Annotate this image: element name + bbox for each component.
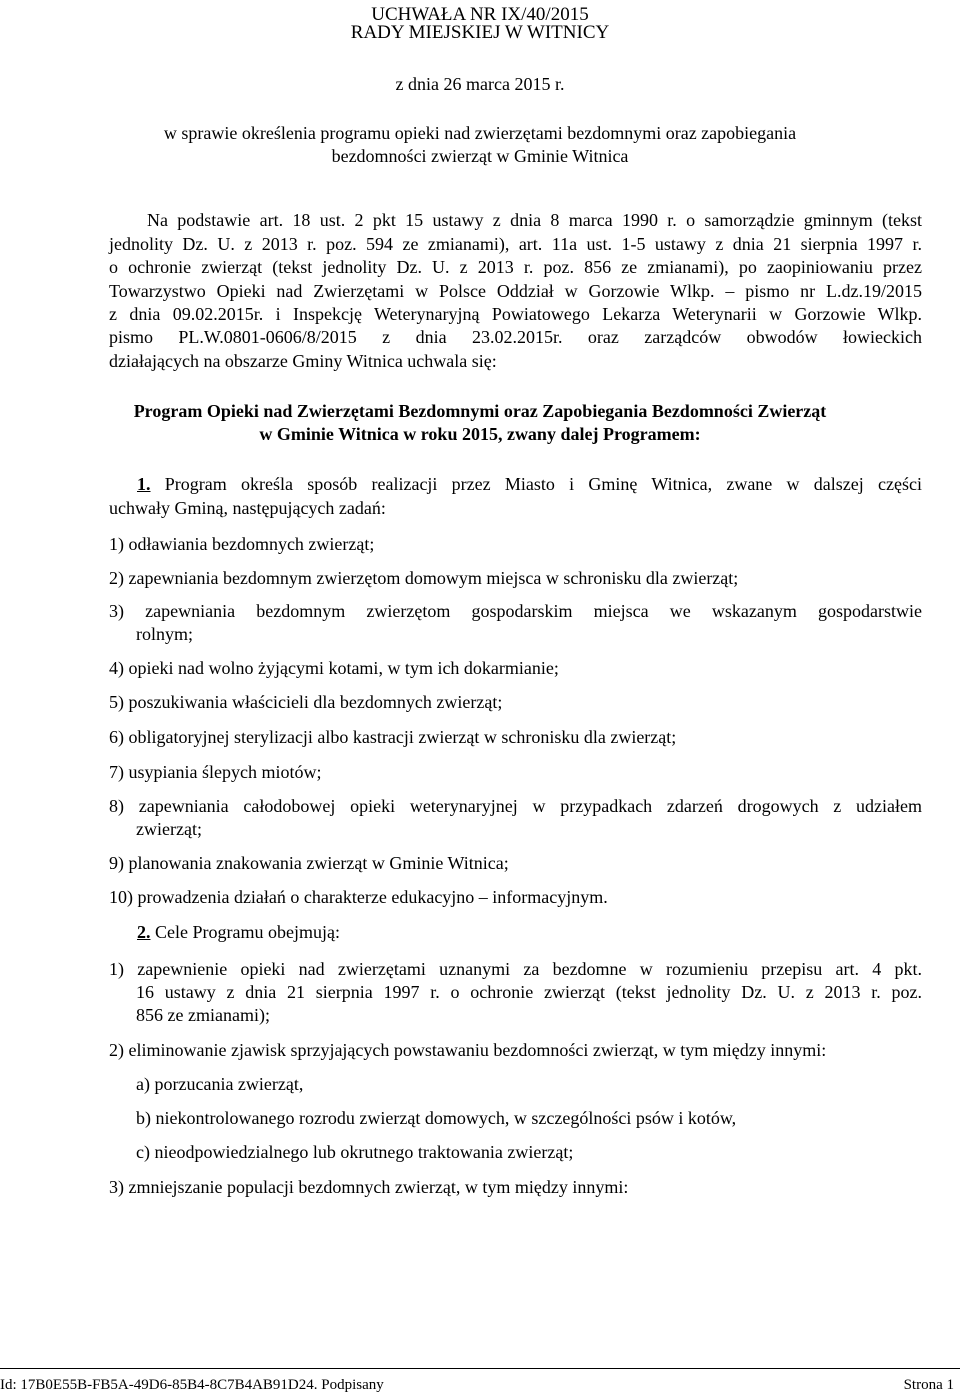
section-2-intro: 2. Cele Programu obejmują: xyxy=(137,922,340,942)
task-item-cont: rolnym; xyxy=(136,624,193,644)
subject-line-2: bezdomności zwierząt w Gminie Witnica xyxy=(331,146,629,166)
goal-item: 3) zmniejszanie populacji bezdomnych zwierząt, w tym między innymi: xyxy=(109,1177,629,1197)
preamble-line: pismo PL.W.0801-0606/8/2015 z dnia 23.02.2015r. oraz zarządców obwodów łowieckich xyxy=(109,327,922,347)
task-item-cont: zwierząt; xyxy=(136,819,202,839)
task-item: 6) obligatoryjnej sterylizacji albo kastracji zwierząt w schronisku dla zwierząt; xyxy=(109,727,677,747)
program-title-line-2: w Gminie Witnica w roku 2015, zwany dalej Programem: xyxy=(259,424,701,444)
document-id: Id: 17B0E55B-FB5A-49D6-85B4-8C7B4AB91D24. Podpisany xyxy=(0,1377,384,1393)
preamble-line: o ochronie zwierząt (tekst jednolity Dz. U. z 2013 r. poz. 856 ze zmianami), po zaopiniowaniu przez xyxy=(109,257,922,277)
section-1-intro-cont: uchwały Gminą, następujących zadań: xyxy=(109,498,386,518)
preamble-line: jednolity Dz. U. z 2013 r. poz. 594 ze zmianami), art. 11a ust. 1-5 ustawy z dnia 21 sierpnia 1997 r. xyxy=(109,234,922,254)
subject-line-1: w sprawie określenia programu opieki nad zwierzętami bezdomnymi oraz zapobiegania xyxy=(163,123,797,143)
task-item: 2) zapewniania bezdomnym zwierzętom domowym miejsca w schronisku dla zwierząt; xyxy=(109,568,739,588)
program-title-line-1: Program Opieki nad Zwierzętami Bezdomnymi oraz Zapobiegania Bezdomności Zwierząt xyxy=(133,401,827,421)
task-item: 9) planowania znakowania zwierząt w Gminie Witnica; xyxy=(109,853,509,873)
page-number: Strona 1 xyxy=(903,1377,954,1393)
goal-subitem: a) porzucania zwierząt, xyxy=(136,1074,304,1094)
goal-subitem: c) nieodpowiedzialnego lub okrutnego traktowania zwierząt; xyxy=(136,1142,574,1162)
section-1-intro: 1. Program określa sposób realizacji przez Miasto i Gminę Witnica, zwane w dalszej części xyxy=(137,474,922,494)
preamble-line: działających na obszarze Gminy Witnica uchwala się: xyxy=(109,351,497,371)
task-item: 10) prowadzenia działań o charakterze edukacyjno – informacyjnym. xyxy=(109,887,608,907)
footer-rule xyxy=(0,1368,960,1369)
goal-item-cont: 16 ustawy z dnia 21 sierpnia 1997 r. o ochronie zwierząt (tekst jednolity Dz. U. z 2013 r. poz. xyxy=(136,982,922,1002)
goal-item-cont: 856 ze zmianami); xyxy=(136,1005,270,1025)
council-name: RADY MIEJSKIEJ W WITNICY xyxy=(350,22,610,43)
task-item: 3) zapewniania bezdomnym zwierzętom gospodarskim miejsca we wskazanym gospodarstwie xyxy=(109,601,922,621)
section-2-number: 2. xyxy=(137,922,151,942)
goal-subitem: b) niekontrolowanego rozrodu zwierząt domowych, w szczególności psów i kotów, xyxy=(136,1108,737,1128)
task-item: 4) opieki nad wolno żyjącymi kotami, w tym ich dokarmianie; xyxy=(109,658,559,678)
task-item: 8) zapewniania całodobowej opieki weterynaryjnej w przypadkach zdarzeń drogowych z udziałem xyxy=(109,796,922,816)
preamble-line: z dnia 09.02.2015r. i Inspekcję Weterynaryjną Powiatowego Lekarza Weterynarii w Gorzowie Wlkp. xyxy=(109,304,922,324)
task-item: 5) poszukiwania właścicieli dla bezdomnych zwierząt; xyxy=(109,692,503,712)
preamble-line: Towarzystwo Opieki nad Zwierzętami w Polsce Oddział w Gorzowie Wlkp. – pismo nr L.dz.19/2015 xyxy=(109,281,922,301)
section-1-number: 1. xyxy=(137,474,151,494)
task-item: 7) usypiania ślepych miotów; xyxy=(109,762,322,782)
resolution-date: z dnia 26 marca 2015 r. xyxy=(395,74,565,94)
goal-item: 2) eliminowanie zjawisk sprzyjających powstawaniu bezdomności zwierząt, w tym między innymi: xyxy=(109,1040,827,1060)
resolution-number: UCHWAŁA NR IX/40/2015 xyxy=(371,4,589,25)
task-item: 1) odławiania bezdomnych zwierząt; xyxy=(109,534,375,554)
goal-item: 1) zapewnienie opieki nad zwierzętami uznanymi za bezdomne w rozumieniu przepisu art. 4 pkt. xyxy=(109,959,922,979)
preamble-line: Na podstawie art. 18 ust. 2 pkt 15 ustawy z dnia 8 marca 1990 r. o samorządzie gminnym (tekst xyxy=(147,210,922,230)
